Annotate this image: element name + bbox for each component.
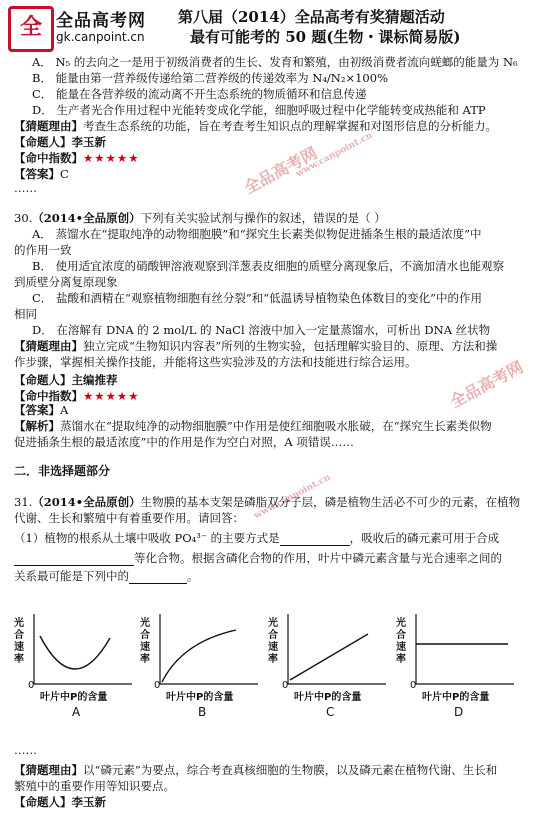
index-label: 【命中指数】 bbox=[14, 389, 83, 403]
author-label: 【命题人】 bbox=[14, 373, 72, 387]
curve-c bbox=[290, 634, 368, 680]
y-axis-label: 光合速率 bbox=[268, 618, 278, 665]
q29-option-d: D． 生产者光合作用过程中光能转变成化学能，细胞呼吸过程中化学能转变成热能和 ATP bbox=[32, 103, 486, 117]
question-number: 31. bbox=[14, 495, 33, 509]
question-tag: （2014•全品原创） bbox=[32, 211, 141, 225]
answer-label: 【答案】 bbox=[14, 403, 60, 417]
q30-option-d: D． 在溶解有 DNA 的 2 mol/L 的 NaCl 溶液中加入一定量蒸馏水，可析出 DNA 丝状物 bbox=[32, 323, 491, 337]
curve-b bbox=[162, 630, 236, 682]
page-title-line2: 最有可能考的 50 题(生物・课标简易版) bbox=[190, 28, 461, 46]
analysis-label: 【解析】 bbox=[14, 419, 60, 433]
part1-text-a: （1）植物的根系从土壤中吸收 PO₄³⁻ 的主要方式是 bbox=[14, 531, 280, 545]
q30-option-c-line2: 相同 bbox=[14, 307, 37, 321]
origin-label: 0 bbox=[410, 680, 417, 691]
curve-a bbox=[40, 636, 110, 669]
y-axis-label: 光合速率 bbox=[140, 618, 150, 665]
q30-stem bbox=[14, 210, 540, 226]
panel-label: B bbox=[198, 705, 207, 719]
reason-text: 独立完成“生物知识内容表”所列的生物实验，包括理解实验目的、原理、方法和操 bbox=[83, 339, 498, 353]
q31-part1-line1 bbox=[14, 530, 540, 546]
question-tag: （2014•全品原创） bbox=[32, 495, 141, 509]
q30-analysis-line1 bbox=[14, 418, 540, 434]
q30-author bbox=[14, 372, 540, 388]
reason-label: 【猜题理由】 bbox=[14, 763, 83, 777]
question-text: 下列有关实验试剂与操作的叙述，错误的是（ ） bbox=[140, 211, 386, 225]
q29-reason bbox=[14, 118, 540, 134]
q30-option-a-line2: 的作用一致 bbox=[14, 243, 72, 257]
q31-stem-line1 bbox=[14, 494, 540, 510]
chart-panel-d bbox=[396, 606, 526, 719]
q31-reason-line1 bbox=[14, 762, 540, 778]
panel-label: A bbox=[72, 705, 81, 719]
section-heading: 二．非选择题部分 bbox=[14, 464, 111, 478]
answer-value: C bbox=[60, 167, 69, 181]
origin-label: 0 bbox=[28, 680, 35, 691]
q29-hit-index bbox=[14, 150, 540, 166]
q30-option-c-line1: C． 盐酸和酒精在“观察植物细胞有丝分裂”和“低温诱导植物染色体数目的变化”中的作用 bbox=[32, 291, 482, 305]
x-axis-label: 叶片中P的含量 bbox=[166, 692, 234, 703]
author-name: 主编推荐 bbox=[71, 373, 118, 387]
question-text: 生物膜的基本支架是磷脂双分子层，磷是植物生活必不可少的元素，在植物 bbox=[140, 495, 521, 509]
author-name: 李玉新 bbox=[71, 135, 106, 149]
part1-text-e: 。 bbox=[187, 569, 199, 583]
q31-author bbox=[14, 794, 540, 810]
q30-answer bbox=[14, 402, 540, 418]
part1-text-d: 关系最可能是下列中的 bbox=[14, 569, 129, 583]
site-logo bbox=[8, 6, 168, 50]
site-name: 全品高考网 bbox=[56, 11, 146, 31]
page-title-line1: 第八届（2014）全品高考有奖猜题活动 bbox=[178, 8, 445, 26]
answer-blank[interactable] bbox=[14, 553, 134, 566]
q31-reason-line2: 繁殖中的重要作用等知识要点。 bbox=[14, 779, 175, 793]
q30-option-b-line1: B． 使用适宜浓度的硝酸钾溶液观察到洋葱表皮细胞的质壁分离现象后，不滴加清水也能观察 bbox=[32, 259, 505, 273]
q29-option-a: A． N₅ 的去向之一是用于初级消费者的生长、发育和繁殖，由初级消费者流向蜣螂的能量为 N₆ bbox=[32, 55, 518, 69]
q30-option-b-line2: 到质壁分离复原现象 bbox=[14, 275, 118, 289]
y-axis-label: 光合速率 bbox=[396, 618, 406, 665]
y-axis-label: 光合速率 bbox=[14, 618, 24, 665]
star-rating: ★★★★★ bbox=[83, 151, 140, 165]
panel-label: C bbox=[326, 705, 335, 719]
logo-mark: 全 bbox=[8, 6, 54, 52]
question-number: 30. bbox=[14, 211, 33, 225]
watermark-url: www.canpoint.cn bbox=[252, 472, 333, 522]
origin-label: 0 bbox=[282, 680, 289, 691]
chart-panel-a bbox=[14, 606, 144, 719]
x-axis-label: 叶片中P的含量 bbox=[294, 692, 362, 703]
ellipsis: …… bbox=[14, 743, 37, 757]
q31-part1-line2 bbox=[14, 550, 540, 566]
q31-part1-line3 bbox=[14, 568, 540, 584]
q30-reason-line2: 作步骤，掌握相关操作技能，并能将这些实验涉及的方法和技能进行综合运用。 bbox=[14, 355, 417, 369]
watermark-text: 全品高考网 bbox=[446, 357, 527, 412]
q29-option-c: C． 能量在各营养级的流动离不开生态系统的物质循环和信息传递 bbox=[32, 87, 367, 101]
q31-stem-line2: 代谢、生长和繁殖中有着重要作用。请回答： bbox=[14, 511, 244, 525]
star-rating: ★★★★★ bbox=[83, 389, 140, 403]
x-axis-label: 叶片中P的含量 bbox=[40, 692, 108, 703]
origin-label: 0 bbox=[154, 680, 161, 691]
answer-blank[interactable] bbox=[280, 533, 350, 546]
q30-reason-line1 bbox=[14, 338, 540, 354]
author-label: 【命题人】 bbox=[14, 135, 72, 149]
watermark-url: www.canpoint.cn bbox=[294, 130, 375, 180]
q30-analysis-line2: 促进插条生根的最适浓度”中的作用是作为空白对照，A 项错误…… bbox=[14, 435, 354, 449]
reason-text: 考查生态系统的功能，旨在考查考生知识点的理解掌握和对图形信息的分析能力。 bbox=[83, 119, 497, 133]
reason-label: 【猜题理由】 bbox=[14, 339, 83, 353]
answer-blank[interactable] bbox=[129, 571, 187, 584]
answer-label: 【答案】 bbox=[14, 167, 60, 181]
q29-author bbox=[14, 134, 540, 150]
panel-label: D bbox=[454, 705, 464, 719]
site-url: gk.canpoint.cn bbox=[56, 30, 145, 44]
ellipsis: …… bbox=[14, 181, 37, 195]
x-axis-label: 叶片中P的含量 bbox=[422, 692, 490, 703]
watermark-text: 全品高考网 bbox=[240, 143, 321, 198]
answer-value: A bbox=[60, 403, 69, 417]
q29-option-b: B． 能量由第一营养级传递给第二营养级的传递效率为 N₄/N₂×100% bbox=[32, 71, 388, 85]
chart-panel-b bbox=[140, 606, 270, 719]
author-name: 李玉新 bbox=[71, 795, 106, 809]
q30-option-a-line1: A． 蒸馏水在“提取纯净的动物细胞膜”和“探究生长素类似物促进插条生根的最适浓度”中 bbox=[32, 227, 482, 241]
analysis-text: 蒸馏水在“提取纯净的动物细胞膜”中作用是使红细胞吸水胀破，在“探究生长素类似物 bbox=[60, 419, 492, 433]
part1-text-b: ，吸收后的磷元素可用于合成 bbox=[349, 531, 500, 545]
part1-text-c: 等化合物。根据含磷化合物的作用，叶片中磷元素含量与光合速率之间的 bbox=[134, 551, 502, 565]
index-label: 【命中指数】 bbox=[14, 151, 83, 165]
reason-text: 以“磷元素”为要点，综合考查真核细胞的生物膜，以及磷元素在植物代谢、生长和 bbox=[83, 763, 498, 777]
reason-label: 【猜题理由】 bbox=[14, 119, 83, 133]
author-label: 【命题人】 bbox=[14, 795, 72, 809]
chart-panel-c bbox=[268, 606, 398, 719]
